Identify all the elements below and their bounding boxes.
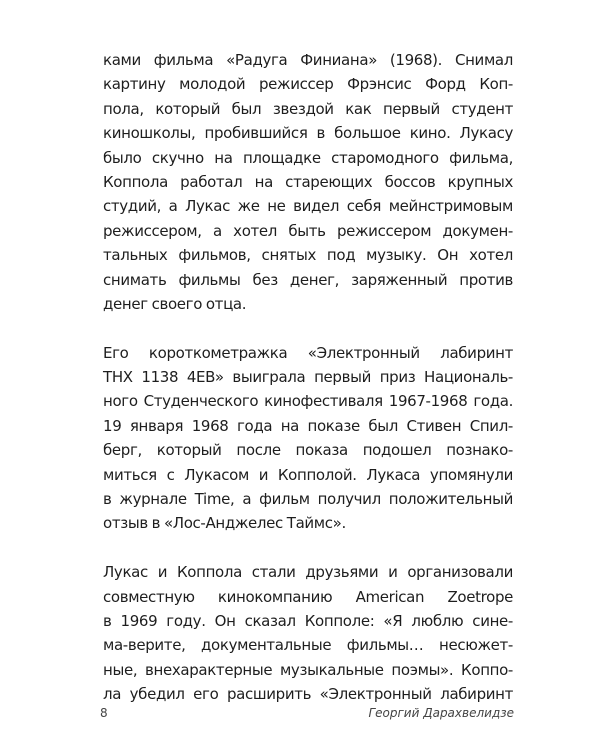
page-number: 8: [100, 706, 108, 720]
text-line: 19 января 1968 года на показе был Стивен Спил-: [103, 416, 513, 435]
text-line: киношколы, пробившийся в большое кино. Лукасу: [103, 124, 513, 143]
text-line: THX 1138 4EB» выиграла первый приз Националь-: [103, 368, 513, 387]
text-line: снимать фильмы без денег, заряженный против: [103, 270, 513, 289]
running-footer-author: Георгий Дарахвелидзе: [368, 706, 514, 720]
text-line: ками фильма «Радуга Финиана» (1968). Снимал: [103, 51, 513, 69]
text-line: ного Студенческого кинофестиваля 1967-1968 года.: [103, 392, 513, 411]
paragraph: [103, 48, 513, 316]
text-line: пола, который был звездой как первый студент: [103, 99, 513, 118]
paragraph: [103, 560, 513, 706]
text-line: Его короткометражка «Электронный лабиринт: [103, 343, 513, 362]
text-line: ные, внехарактерные музыкальные поэмы». Коппо-: [103, 660, 513, 679]
text-line: ма-верите, документальные фильмы… несюжет-: [103, 636, 513, 655]
text-line: в 1969 году. Он сказал Копполе: «Я люблю сине-: [103, 611, 513, 630]
text-line: студий, а Лукас же не видел себя мейнстримовым: [103, 197, 513, 216]
text-line: совместную кинокомпанию American Zoetrope: [103, 587, 513, 606]
text-line: миться с Лукасом и Копполой. Лукаса упомянули: [103, 465, 513, 484]
text-line: было скучно на площадке старомодного фильма,: [103, 148, 513, 167]
text-line: тальных фильмов, снятых под музыку. Он хотел: [103, 246, 513, 265]
text-line: берг, который после показа подошел познако-: [103, 441, 513, 460]
text-line: отзыв в «Лос-Анджелес Таймс».: [103, 514, 346, 533]
text-line: картину молодой режиссер Фрэнсис Форд Коп-: [103, 75, 513, 94]
text-line: Коппола работал на стареющих боссов крупных: [103, 172, 513, 191]
text-line: Лукас и Коппола стали друзьями и организовали: [103, 563, 513, 582]
text-line: денег своего отца.: [103, 294, 247, 313]
text-line: режиссером, а хотел быть режиссером докумен-: [103, 221, 513, 240]
page-body: [103, 48, 513, 707]
paragraph: [103, 341, 513, 536]
text-line: ла убедил его расширить «Электронный лабиринт: [103, 685, 513, 704]
text-line: в журнале Time, а фильм получил положительный: [103, 490, 513, 509]
